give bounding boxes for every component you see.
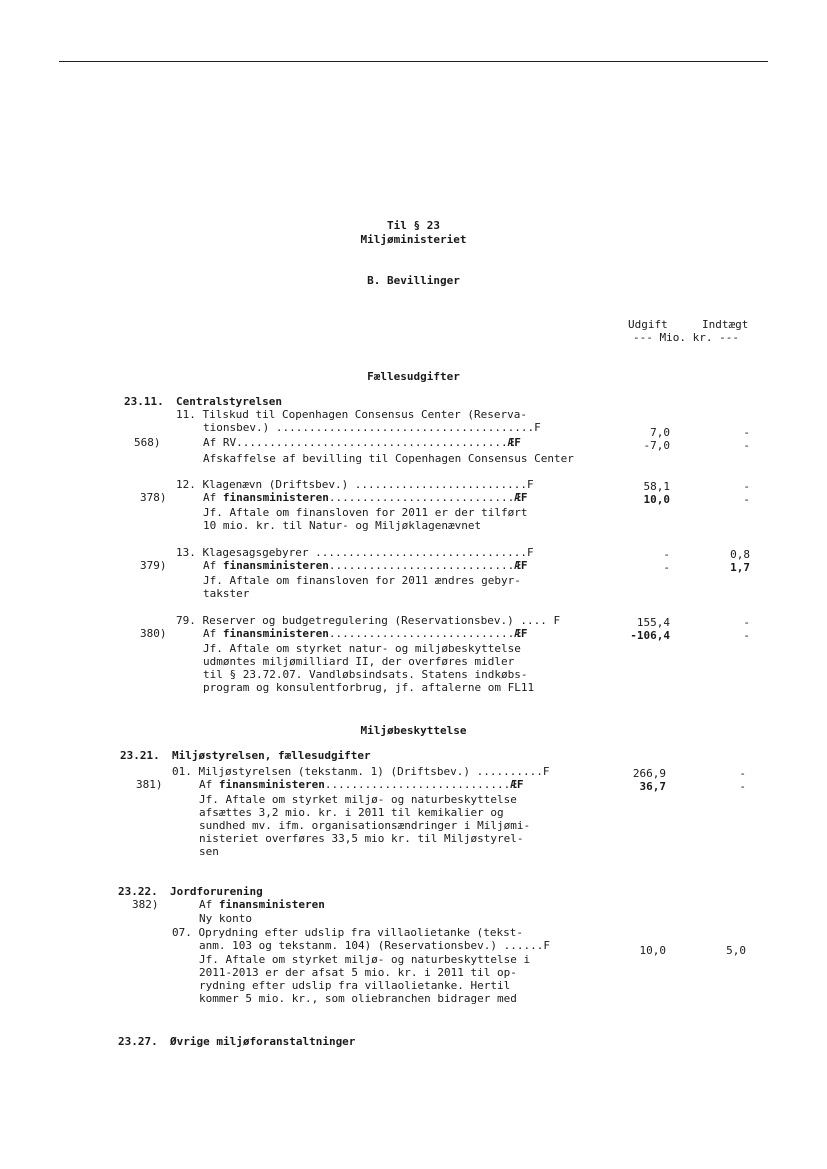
ny-konto-label: Ny konto	[199, 912, 252, 925]
af-prefix: Af	[203, 559, 223, 572]
item-note: Jf. Aftale om styrket miljø- og naturbeskyttelse i	[199, 953, 531, 966]
footnote-ref: 381)	[136, 778, 163, 791]
udgift-value: 7,0	[650, 426, 670, 439]
top-rule	[59, 61, 768, 62]
item-line: tionsbev.) .......................................F	[203, 421, 541, 434]
af-prefix: Af	[203, 491, 223, 504]
section-title: Øvrige miljøforanstaltninger	[170, 1035, 356, 1048]
item-line: anm. 103 og tekstanm. 104) (Reservationsbev.) ......F	[199, 939, 550, 952]
af-name: finansministeren	[218, 778, 325, 791]
item-note: Afskaffelse af bevilling til Copenhagen Consensus Center	[203, 452, 574, 465]
af-prefix: Af	[199, 898, 219, 911]
udgift-value: 155,4	[636, 616, 670, 629]
af-name: RV	[222, 436, 237, 449]
af-prefix: Af	[203, 436, 223, 449]
footnote-ref: 379)	[140, 559, 167, 572]
item-note: sundhed mv. ifm. organisationsændringer i Miljømi-	[199, 819, 531, 832]
footnote-ref: 378)	[140, 491, 167, 504]
item-note: til § 23.72.07. Vandløbsindsats. Statens indkøbs-	[203, 668, 528, 681]
af-udgift-value: -7,0	[643, 439, 670, 452]
af-udgift-value: 36,7	[639, 780, 666, 793]
item-line: 79. Reserver og budgetregulering (Reservationsbev.) .... F	[176, 614, 561, 627]
udgift-value: 10,0	[639, 944, 666, 957]
page-heading-section: B. Bevillinger	[367, 274, 460, 287]
af-prefix: Af	[203, 627, 223, 640]
indtaegt-value: 0,8	[730, 548, 750, 561]
section-code: 23.11.	[124, 395, 164, 408]
af-code: ÆF	[514, 559, 528, 572]
column-header-indtaegt: Indtægt	[702, 318, 749, 331]
udgift-value: 58,1	[643, 480, 670, 493]
udgift-value: -	[663, 548, 670, 561]
item-line: 12. Klagenævn (Driftsbev.) ..........................F	[176, 478, 534, 491]
af-indtaegt-value: -	[743, 493, 750, 506]
item-line: 07. Oprydning efter udslip fra villaolietanke (tekst-	[172, 926, 523, 939]
af-prefix: Af	[199, 778, 219, 791]
item-note: sen	[199, 845, 219, 858]
af-dots: ............................	[328, 627, 515, 640]
indtaegt-value: -	[743, 480, 750, 493]
item-note: program og konsulentforbrug, jf. aftalerne om FL11	[203, 681, 535, 694]
udgift-value: 266,9	[632, 767, 666, 780]
af-name: finansministeren	[222, 491, 329, 504]
column-header-udgift: Udgift	[628, 318, 668, 331]
af-dots: ............................	[328, 559, 515, 572]
section-code: 23.22.	[118, 885, 158, 898]
item-note: rydning efter udslip fra villaolietanke. Hertil	[199, 979, 511, 992]
af-indtaegt-value: -	[743, 629, 750, 642]
af-dots: .........................................	[236, 436, 508, 449]
af-code: ÆF	[514, 491, 528, 504]
af-code: ÆF	[510, 778, 524, 791]
af-name: finansministeren	[222, 627, 329, 640]
item-note: nisteriet overføres 33,5 mio kr. til Miljøstyrel-	[199, 832, 524, 845]
af-dots: ............................	[328, 491, 515, 504]
item-note: Jf. Aftale om styrket natur- og miljøbeskyttelse	[203, 642, 521, 655]
item-note: Jf. Aftale om finansloven for 2011 er der tilført	[203, 506, 528, 519]
section-title: Jordforurening	[170, 885, 263, 898]
af-indtaegt-value: 1,7	[730, 561, 750, 574]
af-udgift-value: -	[663, 561, 670, 574]
af-name: finansministeren	[222, 559, 329, 572]
item-line: 11. Tilskud til Copenhagen Consensus Center (Reserva-	[176, 408, 527, 421]
af-code: ÆF	[507, 436, 521, 449]
indtaegt-value: -	[743, 616, 750, 629]
item-note: Jf. Aftale om finansloven for 2011 ændres gebyr-	[203, 574, 521, 587]
item-note: kommer 5 mio. kr., som oliebranchen bidrager med	[199, 992, 517, 1005]
item-note: afsættes 3,2 mio. kr. i 2011 til kemikalier og	[199, 806, 504, 819]
af-indtaegt-value: -	[743, 439, 750, 452]
af-udgift-value: -106,4	[630, 629, 670, 642]
section-code: 23.27.	[118, 1035, 158, 1048]
group-heading-faelles: Fællesudgifter	[367, 370, 460, 383]
column-header-unit: --- Mio. kr. ---	[633, 331, 739, 344]
item-note: Jf. Aftale om styrket miljø- og naturbeskyttelse	[199, 793, 517, 806]
af-name: finansministeren	[218, 898, 325, 911]
af-indtaegt-value: -	[739, 780, 746, 793]
af-code: ÆF	[514, 627, 528, 640]
indtaegt-value: -	[743, 426, 750, 439]
item-note: 10 mio. kr. til Natur- og Miljøklagenævnet	[203, 519, 482, 532]
item-line: 01. Miljøstyrelsen (tekstanm. 1) (Driftsbev.) ..........F	[172, 765, 550, 778]
page-heading-ministry: Miljøministeriet	[360, 233, 467, 246]
item-line: 13. Klagesagsgebyrer ................................F	[176, 546, 534, 559]
indtaegt-value: -	[739, 767, 746, 780]
footnote-ref: 380)	[140, 627, 167, 640]
footnote-ref: 382)	[132, 898, 159, 911]
group-heading-miljobeskyttelse: Miljøbeskyttelse	[360, 724, 467, 737]
af-udgift-value: 10,0	[643, 493, 670, 506]
item-note: udmøntes miljømilliard II, der overføres midler	[203, 655, 515, 668]
footnote-ref: 568)	[134, 436, 161, 449]
item-note: 2011-2013 er der afsat 5 mio. kr. i 2011 til op-	[199, 966, 517, 979]
indtaegt-value: 5,0	[726, 944, 746, 957]
section-title: Centralstyrelsen	[176, 395, 282, 408]
section-code: 23.21.	[120, 749, 160, 762]
section-title: Miljøstyrelsen, fællesudgifter	[172, 749, 371, 762]
af-dots: ............................	[324, 778, 511, 791]
item-note: takster	[203, 587, 250, 600]
page-heading-til: Til § 23	[387, 219, 440, 232]
